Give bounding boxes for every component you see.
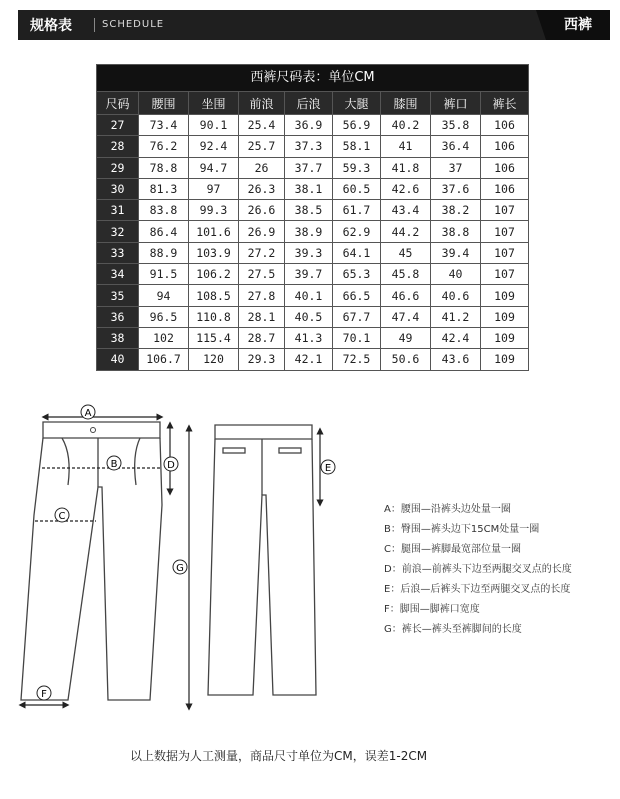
measurement-cell: 66.5 bbox=[333, 285, 381, 306]
measurement-cell: 41 bbox=[381, 136, 431, 157]
measurement-legend bbox=[384, 503, 572, 643]
size-row bbox=[97, 264, 529, 285]
measurement-cell: 41.3 bbox=[285, 327, 333, 348]
measurement-cell: 107 bbox=[481, 200, 529, 221]
measurement-cell: 62.9 bbox=[333, 221, 381, 242]
measurement-cell: 26.6 bbox=[239, 200, 285, 221]
size-row bbox=[97, 157, 529, 178]
measurement-cell: 91.5 bbox=[139, 264, 189, 285]
measurement-cell: 72.5 bbox=[333, 349, 381, 370]
measurement-cell: 25.4 bbox=[239, 115, 285, 136]
measurement-cell: 76.2 bbox=[139, 136, 189, 157]
measurement-cell: 108.5 bbox=[189, 285, 239, 306]
measurement-cell: 86.4 bbox=[139, 221, 189, 242]
measurement-cell: 41.2 bbox=[431, 306, 481, 327]
front-pants-outline bbox=[21, 422, 162, 700]
measurement-cell: 103.9 bbox=[189, 242, 239, 263]
page-header bbox=[18, 10, 610, 40]
measurement-cell: 78.8 bbox=[139, 157, 189, 178]
measurement-cell: 38.2 bbox=[431, 200, 481, 221]
size-row bbox=[97, 136, 529, 157]
size-label-cell: 30 bbox=[97, 178, 139, 199]
measurement-cell: 109 bbox=[481, 306, 529, 327]
measurement-cell: 39.7 bbox=[285, 264, 333, 285]
measurement-cell: 47.4 bbox=[381, 306, 431, 327]
measurement-cell: 99.3 bbox=[189, 200, 239, 221]
measurement-cell: 73.4 bbox=[139, 115, 189, 136]
size-table-header-row bbox=[97, 92, 529, 115]
size-row bbox=[97, 349, 529, 370]
measurement-cell: 107 bbox=[481, 242, 529, 263]
measurement-cell: 25.7 bbox=[239, 136, 285, 157]
measurement-cell: 26.9 bbox=[239, 221, 285, 242]
size-label-cell: 32 bbox=[97, 221, 139, 242]
column-header: 裤口 bbox=[431, 92, 481, 115]
measurement-cell: 40.1 bbox=[285, 285, 333, 306]
measurement-cell: 70.1 bbox=[333, 327, 381, 348]
header-title: 规格表 bbox=[30, 18, 72, 34]
legend-item: E：后浪—后裤头下边至两腿交叉点的长度 bbox=[384, 584, 571, 595]
measurement-cell: 37.6 bbox=[431, 178, 481, 199]
measurement-cell: 27.5 bbox=[239, 264, 285, 285]
size-row bbox=[97, 242, 529, 263]
measurement-cell: 115.4 bbox=[189, 327, 239, 348]
column-header: 前浪 bbox=[239, 92, 285, 115]
measurement-cell: 106 bbox=[481, 157, 529, 178]
measurement-cell: 38.1 bbox=[285, 178, 333, 199]
column-header: 腰围 bbox=[139, 92, 189, 115]
legend-item: D：前浪—前裤头下边至两腿交叉点的长度 bbox=[384, 564, 572, 575]
measurement-cell: 107 bbox=[481, 264, 529, 285]
measurement-cell: 107 bbox=[481, 221, 529, 242]
size-label-cell: 35 bbox=[97, 285, 139, 306]
marker-c: C bbox=[58, 511, 66, 522]
size-row bbox=[97, 221, 529, 242]
legend-item: A：腰围—沿裤头边处量一圈 bbox=[384, 504, 511, 515]
measurement-cell: 28.7 bbox=[239, 327, 285, 348]
measurement-cell: 38.9 bbox=[285, 221, 333, 242]
size-row bbox=[97, 115, 529, 136]
measurement-cell: 109 bbox=[481, 285, 529, 306]
back-pants-outline bbox=[208, 425, 316, 695]
measurement-cell: 106 bbox=[481, 178, 529, 199]
measurement-cell: 67.7 bbox=[333, 306, 381, 327]
measurement-cell: 37.7 bbox=[285, 157, 333, 178]
column-header: 裤长 bbox=[481, 92, 529, 115]
measurement-cell: 45.8 bbox=[381, 264, 431, 285]
measurement-cell: 120 bbox=[189, 349, 239, 370]
size-label-cell: 31 bbox=[97, 200, 139, 221]
button-icon bbox=[91, 428, 96, 433]
measurement-cell: 96.5 bbox=[139, 306, 189, 327]
measurement-cell: 40.6 bbox=[431, 285, 481, 306]
marker-a: A bbox=[84, 408, 92, 419]
measurement-cell: 90.1 bbox=[189, 115, 239, 136]
measurement-cell: 64.1 bbox=[333, 242, 381, 263]
measurement-cell: 81.3 bbox=[139, 178, 189, 199]
header-subtitle: SCHEDULE bbox=[102, 19, 165, 30]
measurement-cell: 56.9 bbox=[333, 115, 381, 136]
size-label-cell: 27 bbox=[97, 115, 139, 136]
column-header: 坐围 bbox=[189, 92, 239, 115]
measurement-cell: 36.9 bbox=[285, 115, 333, 136]
measurement-cell: 40.2 bbox=[381, 115, 431, 136]
header-divider bbox=[94, 18, 95, 32]
measurement-cell: 40 bbox=[431, 264, 481, 285]
measurement-cell: 97 bbox=[189, 178, 239, 199]
measurement-cell: 37 bbox=[431, 157, 481, 178]
measurement-cell: 38.5 bbox=[285, 200, 333, 221]
measurement-cell: 58.1 bbox=[333, 136, 381, 157]
measurement-cell: 36.4 bbox=[431, 136, 481, 157]
size-table bbox=[96, 64, 529, 371]
measurement-cell: 44.2 bbox=[381, 221, 431, 242]
size-row bbox=[97, 327, 529, 348]
marker-g: G bbox=[176, 563, 184, 574]
measurement-cell: 59.3 bbox=[333, 157, 381, 178]
measurement-cell: 101.6 bbox=[189, 221, 239, 242]
measurement-cell: 106.7 bbox=[139, 349, 189, 370]
measurement-cell: 43.4 bbox=[381, 200, 431, 221]
legend-item: G：裤长—裤头至裤脚间的长度 bbox=[384, 624, 522, 635]
measurement-cell: 61.7 bbox=[333, 200, 381, 221]
measurement-cell: 106 bbox=[481, 136, 529, 157]
marker-d: D bbox=[167, 460, 175, 471]
measurement-cell: 109 bbox=[481, 327, 529, 348]
measurement-cell: 49 bbox=[381, 327, 431, 348]
measurement-cell: 110.8 bbox=[189, 306, 239, 327]
size-table-body bbox=[97, 115, 529, 371]
marker-e: E bbox=[324, 463, 332, 474]
size-row bbox=[97, 200, 529, 221]
size-row bbox=[97, 178, 529, 199]
measurement-cell: 42.4 bbox=[431, 327, 481, 348]
marker-b: B bbox=[110, 459, 118, 470]
measurement-cell: 26.3 bbox=[239, 178, 285, 199]
measurement-cell: 94 bbox=[139, 285, 189, 306]
size-table-caption: 西裤尺码表：单位CM bbox=[96, 64, 529, 91]
column-header: 膝围 bbox=[381, 92, 431, 115]
measurement-cell: 65.3 bbox=[333, 264, 381, 285]
measurement-cell: 45 bbox=[381, 242, 431, 263]
header-category: 西裤 bbox=[546, 10, 610, 40]
measurement-cell: 94.7 bbox=[189, 157, 239, 178]
column-header: 大腿 bbox=[333, 92, 381, 115]
measurement-cell: 83.8 bbox=[139, 200, 189, 221]
size-label-cell: 29 bbox=[97, 157, 139, 178]
measurement-cell: 42.1 bbox=[285, 349, 333, 370]
legend-item: F：脚围—脚裤口宽度 bbox=[384, 604, 480, 615]
size-row bbox=[97, 306, 529, 327]
measurement-cell: 38.8 bbox=[431, 221, 481, 242]
measurement-cell: 28.1 bbox=[239, 306, 285, 327]
measurement-cell: 88.9 bbox=[139, 242, 189, 263]
size-label-cell: 40 bbox=[97, 349, 139, 370]
measurement-cell: 102 bbox=[139, 327, 189, 348]
measurement-cell: 40.5 bbox=[285, 306, 333, 327]
measurement-cell: 35.8 bbox=[431, 115, 481, 136]
size-label-cell: 34 bbox=[97, 264, 139, 285]
measurement-cell: 41.8 bbox=[381, 157, 431, 178]
measurement-cell: 106 bbox=[481, 115, 529, 136]
measurement-cell: 39.4 bbox=[431, 242, 481, 263]
size-row bbox=[97, 285, 529, 306]
size-label-cell: 28 bbox=[97, 136, 139, 157]
legend-item: B：臀围—裤头边下15CM处量一圈 bbox=[384, 524, 540, 535]
measurement-cell: 92.4 bbox=[189, 136, 239, 157]
measurement-footnote: 以上数据为人工测量，商品尺寸单位为CM，误差1-2CM bbox=[130, 749, 428, 763]
measurement-cell: 43.6 bbox=[431, 349, 481, 370]
size-label-cell: 36 bbox=[97, 306, 139, 327]
measurement-cell: 27.8 bbox=[239, 285, 285, 306]
measurement-cell: 37.3 bbox=[285, 136, 333, 157]
measurement-cell: 60.5 bbox=[333, 178, 381, 199]
measurement-cell: 42.6 bbox=[381, 178, 431, 199]
marker-f: F bbox=[41, 689, 47, 700]
measurement-cell: 26 bbox=[239, 157, 285, 178]
measurement-cell: 50.6 bbox=[381, 349, 431, 370]
measurement-cell: 109 bbox=[481, 349, 529, 370]
column-header: 尺码 bbox=[97, 92, 139, 115]
measurement-cell: 29.3 bbox=[239, 349, 285, 370]
measurement-cell: 39.3 bbox=[285, 242, 333, 263]
column-header: 后浪 bbox=[285, 92, 333, 115]
measurement-cell: 106.2 bbox=[189, 264, 239, 285]
measurement-markers bbox=[37, 405, 335, 700]
legend-item: C：腿围—裤脚最宽部位量一圈 bbox=[384, 544, 521, 555]
measurement-cell: 27.2 bbox=[239, 242, 285, 263]
measurement-cell: 46.6 bbox=[381, 285, 431, 306]
size-label-cell: 38 bbox=[97, 327, 139, 348]
size-label-cell: 33 bbox=[97, 242, 139, 263]
